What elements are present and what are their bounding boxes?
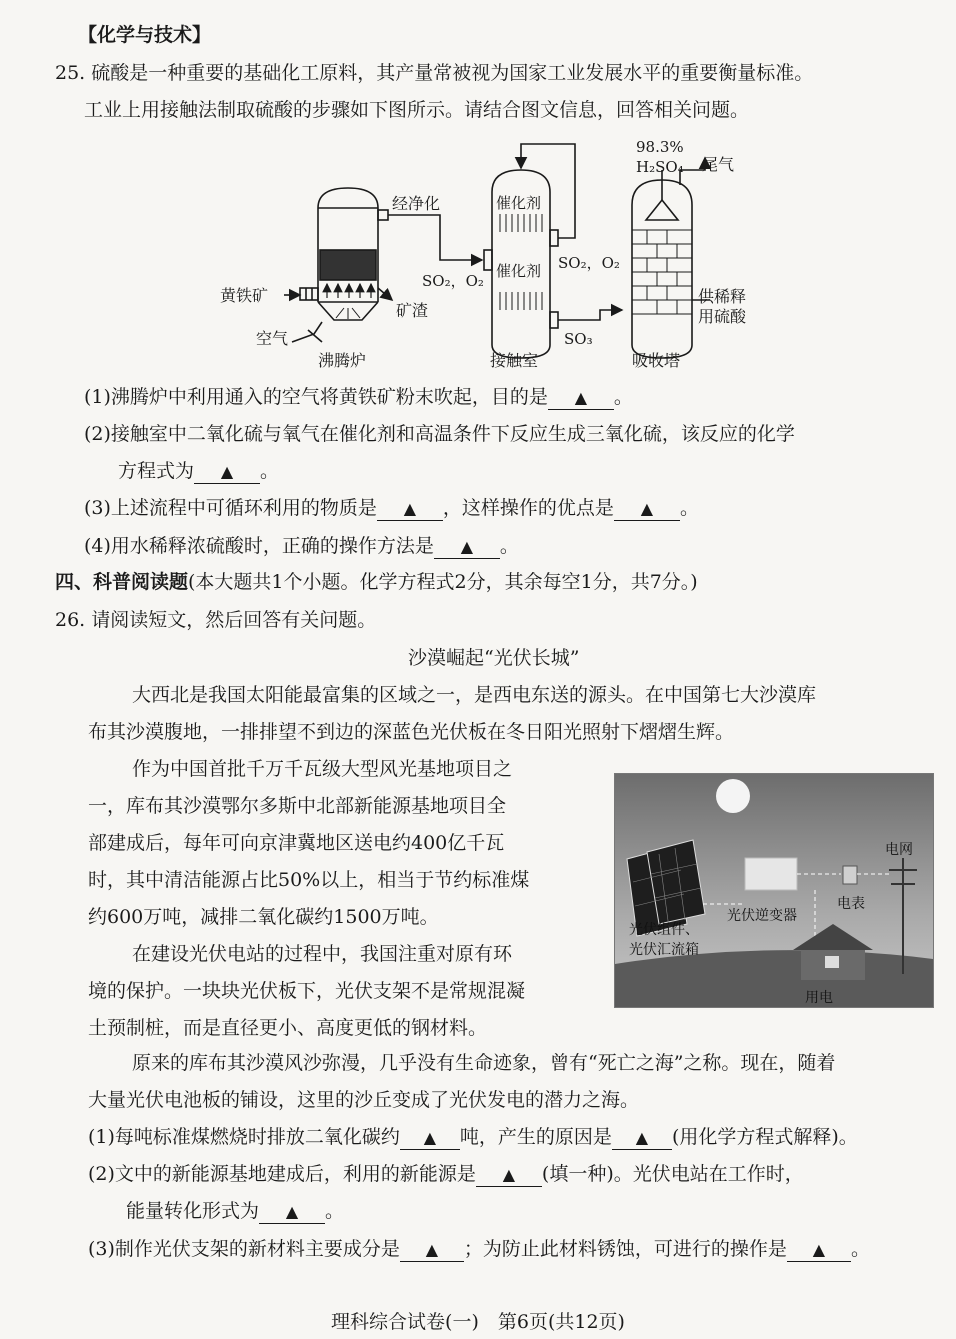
blank-mark: ▲ xyxy=(403,499,417,518)
label-tower: 吸收塔 xyxy=(632,351,681,370)
absorption-tower-icon xyxy=(632,158,710,358)
q25-sub4 xyxy=(84,533,519,559)
label-pyrite: 黄铁矿 xyxy=(220,286,269,305)
blank-mark: ▲ xyxy=(502,1165,516,1184)
label-chamber: 接触室 xyxy=(490,351,539,370)
period: 。 xyxy=(850,1238,870,1260)
blank-mark: ▲ xyxy=(423,1128,437,1147)
q25-sub2-text: 方程式为 xyxy=(118,460,195,482)
p1-line-2: 布其沙漠腹地，一排排望不到边的深蓝色光伏板在冬日阳光照射下熠熠生辉。 xyxy=(88,721,735,743)
blank-mark: ▲ xyxy=(635,1128,649,1147)
p2-line-2: 一，库布其沙漠鄂尔多斯中北部新能源基地项目全 xyxy=(88,795,507,817)
p3-line-1: 在建设光伏电站的过程中，我国注重对原有环 xyxy=(132,943,513,965)
q25-sub1-text: (1)沸腾炉中利用通入的空气将黄铁矿粉末吹起，目的是 xyxy=(84,386,548,408)
blank-mark: ▲ xyxy=(640,499,654,518)
p2-line-1: 作为中国首批千万千瓦级大型风光基地项目之 xyxy=(132,758,513,780)
blank-mark: ▲ xyxy=(285,1202,299,1221)
q26-sub2-text-c: 能量转化形式为 xyxy=(126,1200,260,1222)
photo-label-use: 用电 xyxy=(805,990,833,1006)
section4-title: 四、科普阅读题 xyxy=(55,571,189,593)
section-tag: 【化学与技术】 xyxy=(78,24,212,46)
sun-icon xyxy=(716,779,750,813)
p3-line-3: 土预制桩，而是直径更小、高度更低的钢材料。 xyxy=(88,1017,488,1039)
period: 。 xyxy=(260,460,280,482)
q26-sub1-text-a: (1)每吨标准煤燃烧时排放二氧化碳约 xyxy=(88,1126,400,1148)
blank-mark: ▲ xyxy=(574,388,588,407)
label-slag: 矿渣 xyxy=(396,301,429,320)
q25-intro-line-2: 工业上用接触法制取硫酸的步骤如下图所示。请结合图文信息，回答相关问题。 xyxy=(84,99,750,121)
q26-intro: 26. 请阅读短文，然后回答有关问题。 xyxy=(55,609,377,631)
label-catalyst-1: 催化剂 xyxy=(496,194,542,212)
meter-icon xyxy=(843,866,857,884)
label-tailgas: 尾气 xyxy=(702,155,735,174)
contact-chamber-icon xyxy=(484,144,575,358)
q25-intro-line-1: 25. 硫酸是一种重要的基础化工原料，其产量常被视为国家工业发展水平的重要衡量标准。 xyxy=(55,62,814,84)
q26-sub1-text-c: (用化学方程式解释)。 xyxy=(671,1126,858,1148)
answer-blank[interactable] xyxy=(377,497,443,521)
q25-sub3-text-b: ，这样操作的优点是 xyxy=(442,497,614,519)
q25-sub1 xyxy=(84,384,633,410)
answer-blank[interactable] xyxy=(612,1126,672,1150)
label-so3: SO₃ xyxy=(564,330,593,348)
answer-blank[interactable] xyxy=(194,460,260,484)
q25-sub3 xyxy=(84,495,699,521)
label-dilute-2: 用硫酸 xyxy=(698,307,747,326)
section4-note: (本大题共1个小题。化学方程式2分，其余每空1分，共7分。) xyxy=(188,571,698,593)
p2-line-3: 部建成后，每年可向京津冀地区送电约400亿千瓦 xyxy=(88,832,505,854)
period: 。 xyxy=(679,497,699,519)
p2-line-4: 时，其中清洁能源占比50%以上，相当于节约标准煤 xyxy=(88,869,530,891)
p2-line-5: 约600万吨，减排二氧化碳约1500万吨。 xyxy=(88,906,439,928)
blank-mark: ▲ xyxy=(425,1240,439,1259)
q26-sub3-text-a: (3)制作光伏支架的新材料主要成分是 xyxy=(88,1238,400,1260)
blank-mark: ▲ xyxy=(812,1240,826,1259)
p4-line-2: 大量光伏电池板的铺设，这里的沙丘变成了光伏发电的潜力之海。 xyxy=(88,1089,640,1111)
photo-label-meter: 电表 xyxy=(837,896,865,912)
label-furnace: 沸腾炉 xyxy=(318,351,367,370)
q25-sub4-text: (4)用水稀释浓硫酸时，正确的操作方法是 xyxy=(84,535,434,557)
inverter-icon xyxy=(745,858,797,890)
photo-label-module-1: 光伏组件、 xyxy=(629,922,699,938)
period: 。 xyxy=(325,1200,345,1222)
label-air: 空气 xyxy=(256,329,289,348)
q26-sub3 xyxy=(88,1236,870,1262)
answer-blank[interactable] xyxy=(400,1238,464,1262)
photo-label-module-2: 光伏汇流箱 xyxy=(629,942,699,958)
period: 。 xyxy=(613,386,633,408)
boiling-furnace-icon xyxy=(300,188,388,320)
blank-mark: ▲ xyxy=(460,537,474,556)
q26-sub2-text-b: (填一种)。光伏电站在工作时， xyxy=(541,1163,804,1185)
answer-blank[interactable] xyxy=(400,1126,460,1150)
label-so2-o2-in: SO₂，O₂ xyxy=(422,272,484,290)
q25-sub2-line-2 xyxy=(118,458,279,484)
label-purify: 经净化 xyxy=(392,194,441,213)
photo-label-grid: 电网 xyxy=(885,842,913,858)
label-acid-formula: H₂SO₄ xyxy=(636,158,684,176)
label-dilute-1: 供稀释 xyxy=(698,287,747,306)
q26-sub1-text-b: 吨，产生的原因是 xyxy=(459,1126,612,1148)
answer-blank[interactable] xyxy=(548,386,614,410)
period: 。 xyxy=(499,535,519,557)
q26-sub2-line-1 xyxy=(88,1161,804,1187)
answer-blank[interactable] xyxy=(614,497,680,521)
q26-sub2-line-2 xyxy=(126,1198,344,1224)
blank-mark: ▲ xyxy=(220,462,234,481)
page-footer: 理科综合试卷(一) 第6页(共12页) xyxy=(331,1311,625,1333)
p4-line-1: 原来的库布其沙漠风沙弥漫，几乎没有生命迹象，曾有“死亡之海”之称。现在，随着 xyxy=(132,1052,836,1074)
q25-sub2-line-1: (2)接触室中二氧化硫与氧气在催化剂和高温条件下反应生成三氧化硫，该反应的化学 xyxy=(84,423,795,445)
answer-blank[interactable] xyxy=(434,535,500,559)
article-title: 沙漠崛起“光伏长城” xyxy=(408,647,580,669)
q26-sub2-text-a: (2)文中的新能源基地建成后，利用的新能源是 xyxy=(88,1163,476,1185)
photovoltaic-system-illustration xyxy=(614,773,934,1008)
section4-heading xyxy=(55,569,698,595)
label-acid-conc: 98.3% xyxy=(636,138,684,156)
p1-line-1: 大西北是我国太阳能最富集的区域之一，是西电东送的源头。在中国第七大沙漠库 xyxy=(132,684,817,706)
q26-sub1 xyxy=(88,1124,858,1150)
sulfuric-acid-process-diagram xyxy=(210,130,750,378)
label-so2-o2-right: SO₂，O₂ xyxy=(558,254,620,272)
photo-label-inverter: 光伏逆变器 xyxy=(727,908,797,924)
p3-line-2: 境的保护。一块块光伏板下，光伏支架不是常规混凝 xyxy=(88,980,526,1002)
answer-blank[interactable] xyxy=(259,1200,325,1224)
answer-blank[interactable] xyxy=(787,1238,851,1262)
q26-sub3-text-b: ；为防止此材料锈蚀，可进行的操作是 xyxy=(463,1238,787,1260)
q25-sub3-text-a: (3)上述流程中可循环利用的物质是 xyxy=(84,497,377,519)
label-catalyst-2: 催化剂 xyxy=(496,262,542,280)
answer-blank[interactable] xyxy=(476,1163,542,1187)
